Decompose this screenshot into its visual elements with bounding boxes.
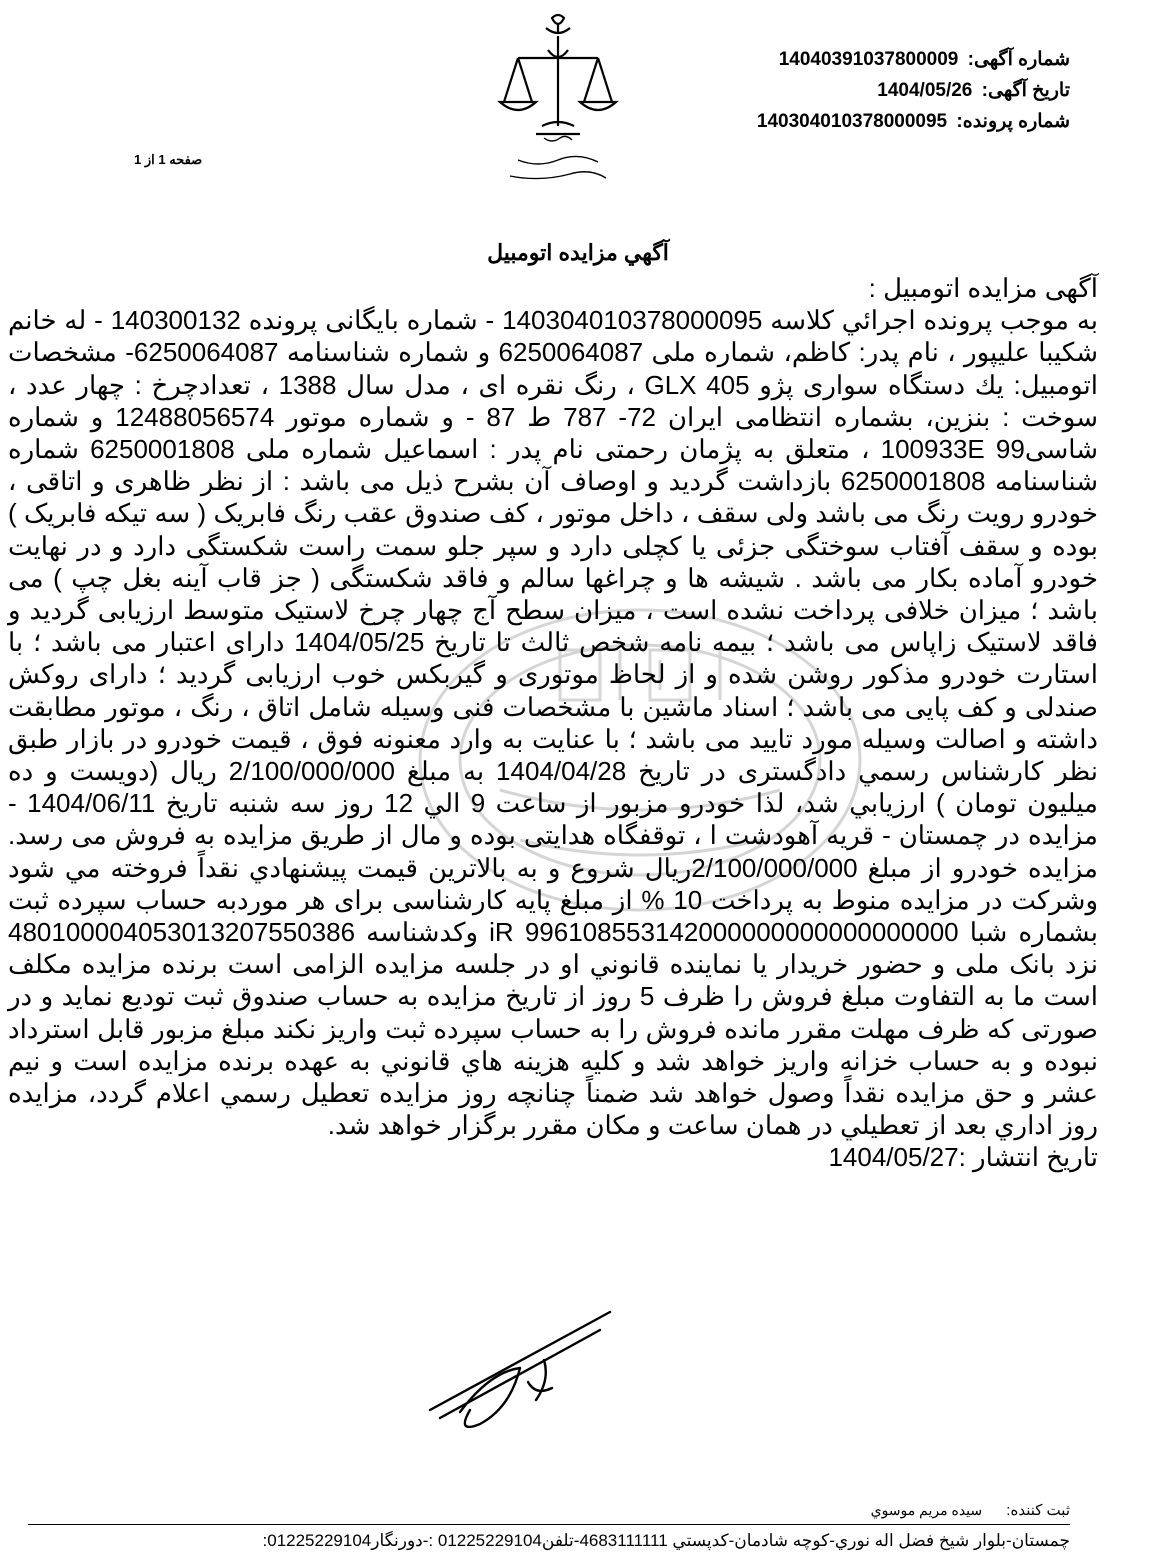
recorder-label: ثبت کننده:: [1006, 1502, 1070, 1519]
recorder-name: سيده مريم موسوي: [870, 1502, 983, 1518]
notice-heading: آگهی مزایده اتومبیل :: [868, 273, 1098, 303]
judiciary-emblem-icon: [488, 10, 628, 190]
notice-metadata: [757, 44, 1070, 137]
notice-number-row: [757, 44, 1070, 75]
notice-date: 1404/05/26: [877, 80, 973, 101]
page-count: صفحه 1 از 1: [134, 152, 203, 167]
notice-number-label: شماره آگهی:: [967, 49, 1070, 70]
case-number-row: [757, 106, 1070, 137]
document-title: آگهي مزايده اتومبيل: [487, 240, 669, 265]
recorder: [871, 1501, 1070, 1519]
notice-body: [8, 272, 1098, 1174]
notice-date-label: تاریخ آگهی:: [981, 80, 1070, 101]
notice-paragraph: به موجب پرونده اجرائي كلاسه 140304010378000095 - شماره بایگانی پرونده 140300132 - له خانم شكيبا عليپور ، نام پدر: کاظم، شماره ملی 6250064087 و شماره شناسنامه 6250064087- مشخصات اتومبیل: یك دستگاه سواری پژو GLX 405 ، رنگ نقره ای ، مدل سال 1388 ، تعدادچرخ : چهار عدد ، سوخت : بنزین، بشماره انتظامی ایران 72- 787 ط 87 - و شماره موتور 12488056574 و شماره شاسی99 100933E ، متعلق به پژمان رحمتی نام پدر : اسماعیل شماره ملی 6250001808 شماره شناسنامه 6250001808 بازداشت گردید و اوصاف آن بشرح ذیل می باشد : از نظر ظاهری و اتاقی ، خودرو رویت رنگ می باشد ولی سقف ، داخل موتور ، کف صندوق عقب رنگ فابریک ( سه تیکه فابریک ) بوده و سقف آفتاب سوختگی جزئی یا کچلی دارد و سپر جلو سمت راست شکستگی دارد و در نهایت خودرو آماده بکار می باشد . شیشه ها و چراغها سالم و فاقد شکستگی ( جز قاب آینه بغل چپ ) می باشد ؛ میزان خلافی پرداخت نشده است ، میزان سطح آج چهار چرخ لاستیک متوسط ارزیابی گردید و فاقد لاستیک زاپاس می باشد ؛ بیمه نامه شخص ثالث تا تاریخ 1404/05/25 دارای اعتبار می باشد ؛ با استارت خودرو مذکور روشن شده و از لحاظ موتوری و گیربکس خوب ارزیابی گردید ؛ دارای روکش صندلی و کف پایی می باشد ؛ اسناد ماشین با مشخصات فنی وسیله شامل اتاق ، رنگ ، موتور مطابقت داشته و اصالت وسیله مورد تایید می باشد ؛ با عنایت به وارد معنونه فوق ، قیمت خودرو در بازار طبق نظر کارشناس رسمي دادگستری در تاريخ 1404/04/28 به مبلغ 2/100/000/000 ريال (دویست و ده میلیون تومان ) ارزيابي شد، لذا خودرو مزبور از ساعت 9 الي 12 روز سه شنبه تاريخ 1404/06/11 - مزايده در چمستان - قریه آهودشت ا ، توقفگاه هدايتی بوده و مال از طریق مزایده به فروش می رسد. مزايده خودرو از مبلغ 2/100/000/000ريال شروع و به بالاترين قيمت پيشنهادي نقداً فروخته مي شود وشركت در مزايده منوط به پرداخت 10 % از مبلغ پایه کارشناسی برای هر موردبه حساب سپرده ثبت بشماره شبا iR 996108553142000000000000000000 وکدشناسه 480100004053013207550386 نزد بانک ملی و حضور خريدار يا نماينده قانوني او در جلسه مزایده الزامی است برنده مزایده مکلف است ما به التفاوت مبلغ فروش را ظرف 5 روز از تاریخ مزایده به حساب صندوق ثبت تودیع نماید و در صورتی که ظرف مهلت مقرر مانده فروش را به حساب سپرده ثبت واریز نکند مبلغ مزبور قابل استرداد نبوده و به حساب خزانه واریز خواهد شد و کلیه هزينه هاي قانوني به عهده برنده مزايده است و نيم عشر و حق مزايده نقداً وصول خواهد شد ضمناً چنانچه روز مزايده تعطيل رسمي اعلام گردد، مزايده روز اداري بعد از تعطيلي در همان ساعت و مكان مقرر برگزار خواهد شد.: [8, 305, 1099, 1141]
case-number: 140304010378000095: [756, 111, 948, 132]
notice-date-row: [757, 75, 1070, 106]
publish-date: تاریخ انتشار :1404/05/27: [828, 1142, 1098, 1173]
signature-icon: [420, 1300, 620, 1440]
notice-number: 14040391037800009: [778, 49, 959, 70]
footer-divider: [28, 1524, 1070, 1525]
case-number-label: شماره پرونده:: [956, 111, 1070, 132]
office-address: چمستان-بلوار شيخ فضل اله نوري-كوچه شادمان-كدپستي 4683111111-تلفن01225229104 :-دورنگار01225229104:: [262, 1531, 1070, 1550]
